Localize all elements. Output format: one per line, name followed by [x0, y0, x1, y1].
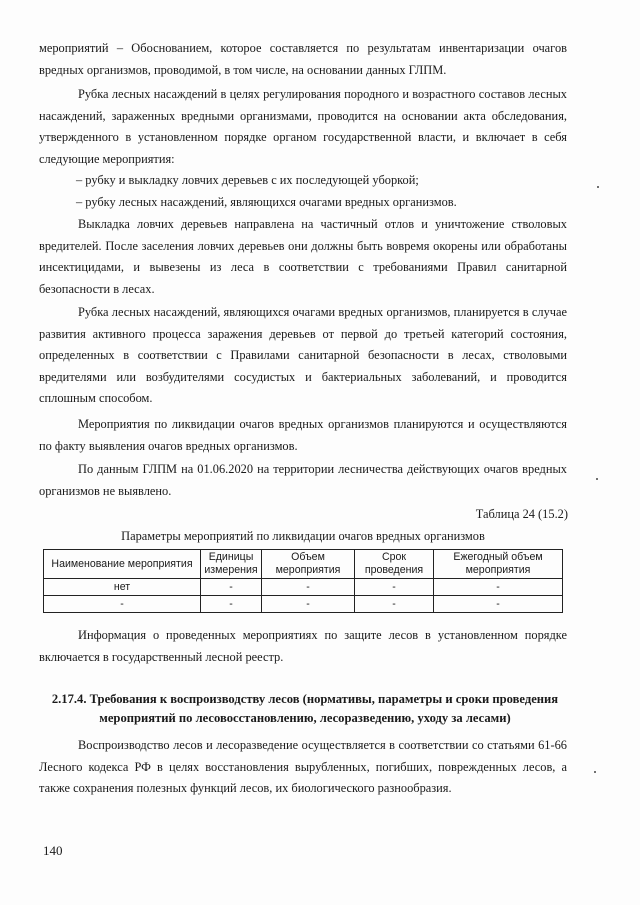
- table-cell: -: [201, 596, 262, 613]
- table-cell: -: [262, 596, 355, 613]
- paragraph-foci-felling: Рубка лесных насаждений, являющихся очагами вредных организмов, планируется в случае развития активного процесса заражения деревьев от первой до третьей категорий состояния, определенных в соответствии с Правилами санитарной безопасности в лесах, стволовыми вредителями или возбудителями сосудистых и бактериальных заболеваний, и проводится сплошным способом.: [39, 305, 567, 406]
- table-caption: Параметры мероприятий по ликвидации очагов вредных организмов: [121, 529, 485, 543]
- paragraph-trap-trees: Выкладка ловчих деревьев направлена на частичный отлов и уничтожение стволовых вредителей. После заселения ловчих деревьев они должны быть вовремя окорены или обработаны инсектицидами, и вывезены из леса в соответствии с требованиями Правил санитарной безопасности в лесах.: [39, 217, 567, 296]
- column-header: Срок проведения: [355, 550, 434, 579]
- table-cell: -: [201, 579, 262, 596]
- paragraph-intro: мероприятий – Обоснованием, которое составляется по результатам инвентаризации очагов вредных организмов, проводимой, в том числе, на основании данных ГЛПМ.: [39, 41, 567, 77]
- page-number: 140: [43, 843, 63, 858]
- table-cell: -: [434, 579, 563, 596]
- table-header-row: [44, 550, 563, 579]
- table-cell: -: [44, 596, 201, 613]
- table-cell: нет: [44, 579, 201, 596]
- table-row: [44, 579, 563, 596]
- column-header: Объем мероприятия: [262, 550, 355, 579]
- table-cell: -: [355, 579, 434, 596]
- paragraph-registry: Информация о проведенных мероприятиях по защите лесов в установленном порядке включается в государственный лесной реестр.: [39, 628, 567, 664]
- table-cell: -: [434, 596, 563, 613]
- scan-speck: [594, 771, 596, 773]
- list-item: – рубку и выкладку ловчих деревьев с их последующей уборкой;: [76, 173, 419, 187]
- scan-speck: [597, 186, 599, 188]
- table-cell: -: [355, 596, 434, 613]
- table-number: Таблица 24 (15.2): [475, 507, 568, 521]
- column-header: Ежегодный объем мероприятия: [434, 550, 563, 579]
- section-heading: 2.17.4. Требования к воспроизводству лесов (нормативы, параметры и сроки проведения мероприятий по лесовосстановлению, лесоразведению, уходу за лесами): [51, 692, 559, 725]
- column-header: Единицы измерения: [201, 550, 262, 579]
- paragraph-reproduction: Воспроизводство лесов и лесоразведение осуществляется в соответствии со статьями 61-66 Лесного кодекса РФ в целях восстановления вырубленных, погибших, поврежденных лесов, а также сохранения полезных функций лесов, их биологического разнообразия.: [39, 738, 567, 796]
- column-header: Наименование мероприятия: [44, 550, 201, 579]
- paragraph-glpm: По данным ГЛПМ на 01.06.2020 на территории лесничества действующих очагов вредных организмов не выявлено.: [39, 462, 567, 498]
- list-item: – рубку лесных насаждений, являющихся очагами вредных организмов.: [76, 195, 457, 209]
- scan-speck: [596, 478, 598, 480]
- measures-table: [43, 549, 563, 613]
- table-row: [44, 596, 563, 613]
- paragraph-felling: Рубка лесных насаждений в целях регулирования породного и возрастного составов лесных насаждений, зараженных вредными организмами, проводится на основании акта обследования, утвержденного в установленном порядке органом государственной власти, и включает в себя следующие мероприятия:: [39, 87, 567, 166]
- paragraph-measures: Мероприятия по ликвидации очагов вредных организмов планируются и осуществляются по факту выявления очагов вредных организмов.: [39, 417, 567, 453]
- table-cell: -: [262, 579, 355, 596]
